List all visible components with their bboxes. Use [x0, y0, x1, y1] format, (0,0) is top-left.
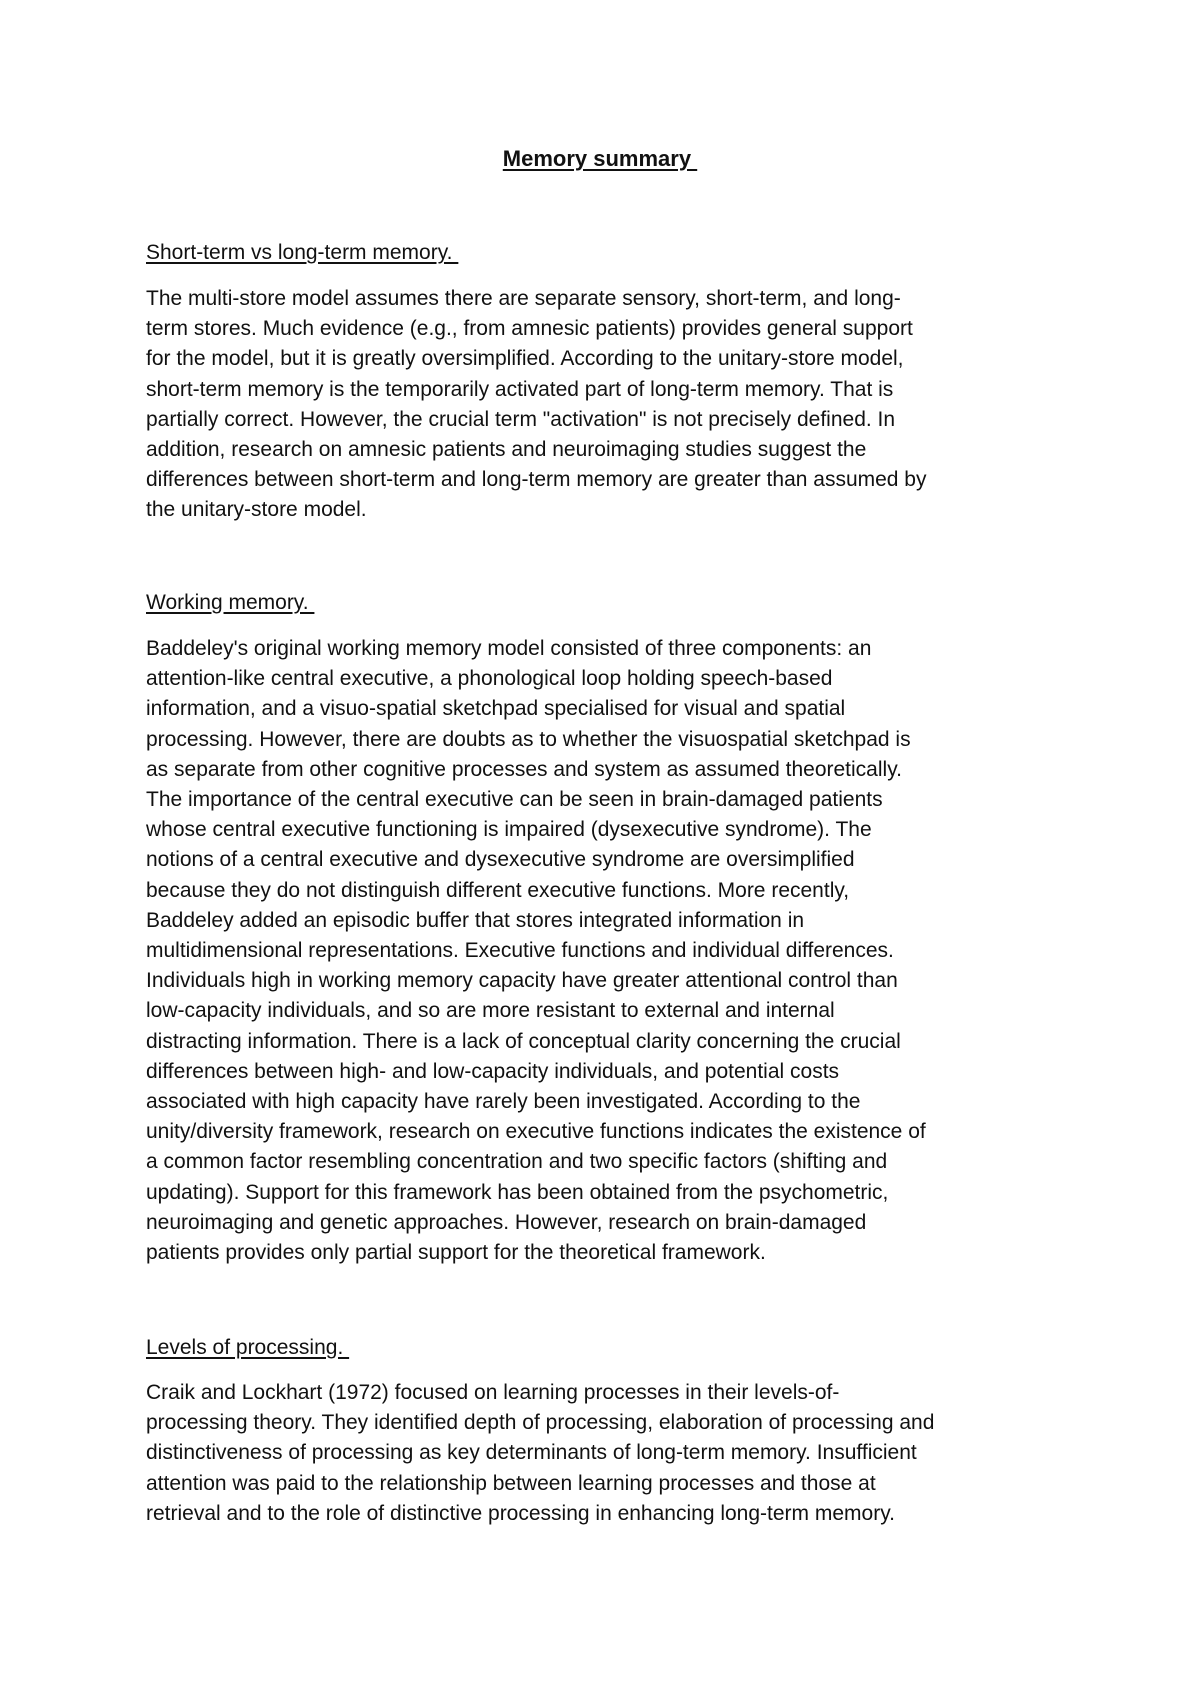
- section-body-levels-of-processing: [146, 1378, 934, 1529]
- body-line: multidimensional representations. Executive functions and individual differences.: [146, 939, 894, 963]
- section-body-working-memory: [146, 634, 926, 1268]
- body-line: The multi-store model assumes there are separate sensory, short-term, and long-: [146, 287, 901, 310]
- body-line: updating). Support for this framework has been obtained from the psychometric,: [146, 1180, 889, 1204]
- body-line: Individuals high in working memory capacity have greater attentional control than: [146, 969, 898, 993]
- body-line: a common factor resembling concentration and two specific factors (shifting and: [146, 1150, 888, 1174]
- body-line: distinctiveness of processing as key determinants of long-term memory. Insufficient: [146, 1441, 917, 1465]
- body-line: partially correct. However, the crucial term "activation" is not precisely defined. In: [146, 407, 896, 431]
- body-line: the unitary-store model.: [146, 498, 367, 522]
- section-heading-levels-of-processing: [146, 1335, 349, 1361]
- body-line: whose central executive functioning is impaired (dysexecutive syndrome). The: [146, 818, 872, 842]
- document-title: [0, 146, 1200, 172]
- body-line: neuroimaging and genetic approaches. However, research on brain-damaged: [146, 1210, 867, 1234]
- body-line: for the model, but it is greatly oversimplified. According to the unitary-store model,: [146, 347, 904, 371]
- body-line: notions of a central executive and dysexecutive syndrome are oversimplified: [146, 848, 855, 872]
- section-body-short-term-vs-long-term: [146, 284, 927, 526]
- body-line: because they do not distinguish different executive functions. More recently,: [146, 878, 850, 902]
- body-line: processing theory. They identified depth of processing, elaboration of processing and: [146, 1411, 935, 1435]
- body-line: information, and a visuo-spatial sketchpad specialised for visual and spatial: [146, 697, 846, 721]
- body-line: attention was paid to the relationship between learning processes and those at: [146, 1471, 876, 1495]
- body-line: The importance of the central executive can be seen in brain-damaged patients: [146, 788, 883, 812]
- body-line: patients provides only partial support for the theoretical framework.: [146, 1241, 766, 1265]
- body-line: processing. However, there are doubts as to whether the visuospatial sketchpad is: [146, 727, 911, 751]
- document-title-text: Memory summary: [502, 146, 698, 171]
- section-heading-short-term-vs-long-term: [146, 240, 458, 266]
- body-line: differences between high- and low-capacity individuals, and potential costs: [146, 1059, 840, 1083]
- body-line: unity/diversity framework, research on executive functions indicates the existence of: [146, 1120, 926, 1144]
- body-line: Craik and Lockhart (1972) focused on learning processes in their levels-of-: [146, 1381, 840, 1404]
- body-line: attention-like central executive, a phonological loop holding speech-based: [146, 667, 833, 691]
- body-line: low-capacity individuals, and so are more resistant to external and internal: [146, 999, 835, 1023]
- body-line: Baddeley's original working memory model consisted of three components: an: [146, 637, 872, 660]
- body-line: Baddeley added an episodic buffer that stores integrated information in: [146, 908, 805, 932]
- body-line: as separate from other cognitive processes and system as assumed theoretically.: [146, 757, 902, 781]
- body-line: term stores. Much evidence (e.g., from amnesic patients) provides general support: [146, 317, 913, 341]
- body-line: retrieval and to the role of distinctive processing in enhancing long-term memory.: [146, 1501, 895, 1525]
- body-line: differences between short-term and long-term memory are greater than assumed by: [146, 468, 927, 492]
- body-line: short-term memory is the temporarily activated part of long-term memory. That is: [146, 377, 894, 401]
- body-line: distracting information. There is a lack of conceptual clarity concerning the crucial: [146, 1029, 901, 1053]
- section-heading-text: Levels of processing.: [146, 1336, 350, 1359]
- body-line: associated with high capacity have rarely been investigated. According to the: [146, 1090, 861, 1114]
- section-heading-working-memory: [146, 590, 314, 616]
- body-line: addition, research on amnesic patients and neuroimaging studies suggest the: [146, 438, 867, 462]
- section-heading-text: Working memory.: [146, 591, 315, 614]
- section-heading-text: Short-term vs long-term memory.: [146, 241, 459, 264]
